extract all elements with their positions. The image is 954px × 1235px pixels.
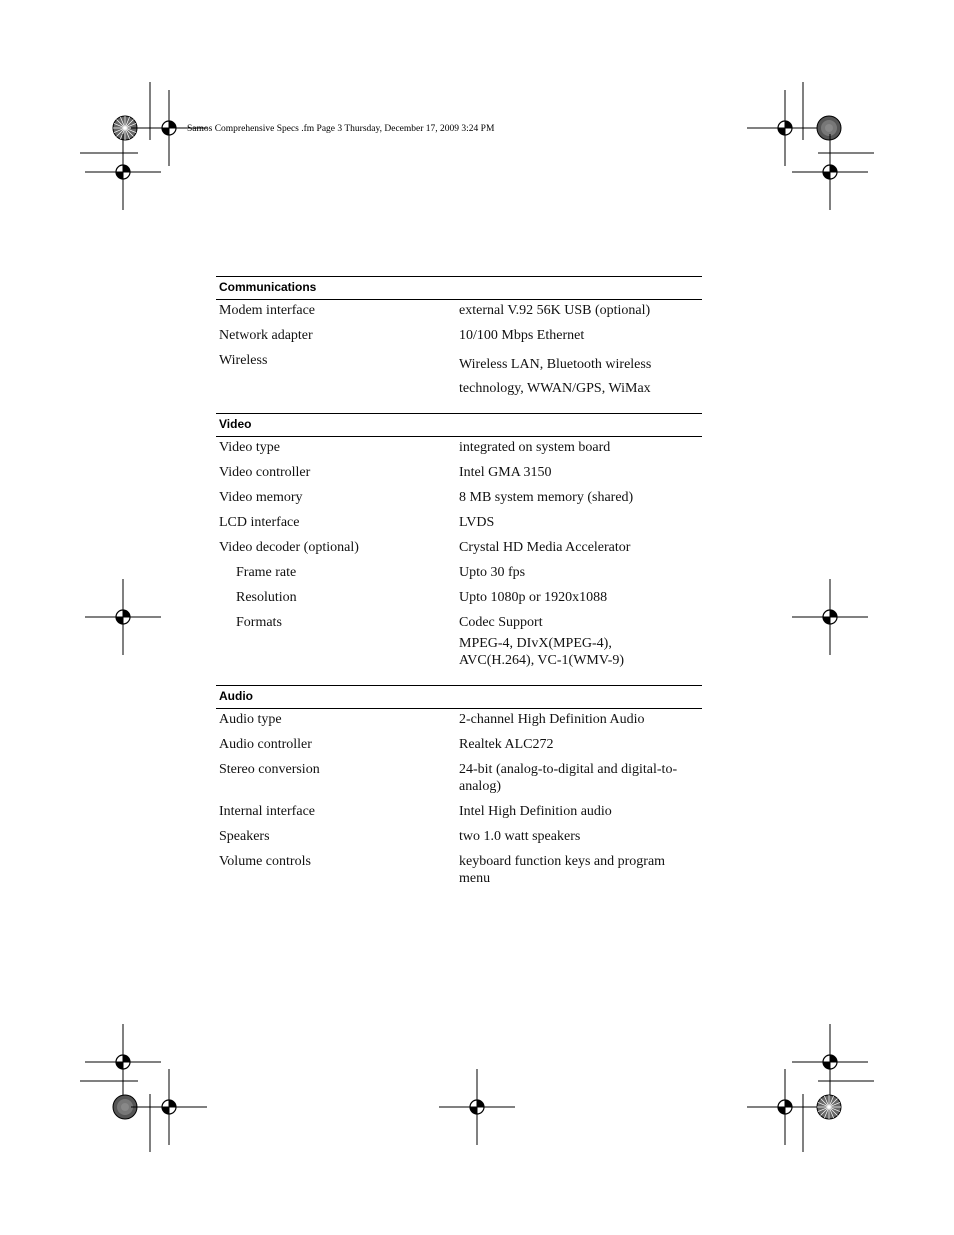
spec-value: two 1.0 watt speakers	[459, 829, 581, 844]
spec-row	[216, 761, 702, 795]
spec-value: Realtek ALC272	[459, 737, 554, 752]
spec-value-line: AVC(H.264), VC-1(WMV-9)	[459, 653, 625, 668]
spec-value-line: menu	[459, 871, 491, 886]
spec-label: Video decoder (optional)	[219, 540, 359, 555]
spec-row	[216, 302, 702, 319]
spec-value: Upto 30 fps	[459, 565, 526, 580]
spec-value-line: analog)	[459, 779, 501, 794]
spec-row	[216, 514, 702, 531]
spec-row	[216, 711, 702, 728]
spec-label: Modem interface	[219, 303, 316, 318]
spec-value	[459, 761, 702, 795]
spec-row	[216, 489, 702, 506]
spec-value-line: Wireless LAN, Bluetooth wireless	[459, 357, 652, 372]
spec-label: Video controller	[219, 465, 311, 480]
spec-value: integrated on system board	[459, 440, 611, 455]
section-video	[216, 413, 702, 669]
spec-label: Resolution	[236, 590, 297, 605]
spec-value: 2-channel High Definition Audio	[459, 712, 645, 727]
spec-label: Speakers	[219, 829, 270, 844]
section-communications	[216, 276, 702, 397]
spec-label: Frame rate	[236, 565, 297, 580]
print-slug-header: Samos Comprehensive Specs .fm Page 3 Thursday, December 17, 2009 3:24 PM	[187, 124, 495, 134]
spec-row	[216, 464, 702, 481]
spec-row	[216, 614, 702, 669]
spec-row	[216, 327, 702, 344]
spec-value: 8 MB system memory (shared)	[459, 490, 634, 505]
spec-label: Video memory	[219, 490, 303, 505]
spec-value-line: Codec Support	[459, 615, 543, 630]
spec-row	[216, 564, 702, 581]
spec-value: external V.92 56K USB (optional)	[459, 303, 651, 318]
spec-row	[216, 736, 702, 753]
spec-label: LCD interface	[219, 515, 300, 530]
spec-label: Internal interface	[219, 804, 315, 819]
spec-value-line: keyboard function keys and program	[459, 854, 666, 869]
spec-row	[216, 803, 702, 820]
section-title: Audio	[216, 685, 702, 709]
spec-row	[216, 589, 702, 606]
spec-value-line: technology, WWAN/GPS, WiMax	[459, 381, 651, 396]
section-title: Communications	[216, 276, 702, 300]
spec-label: Stereo conversion	[219, 762, 320, 777]
spec-value: 10/100 Mbps Ethernet	[459, 328, 585, 343]
spec-value-line: MPEG-4, DIvX(MPEG-4),	[459, 636, 612, 651]
spec-row	[216, 853, 702, 887]
spec-row	[216, 439, 702, 456]
spec-label: Video type	[219, 440, 280, 455]
spec-value	[459, 614, 702, 669]
spec-value: LVDS	[459, 515, 495, 530]
spec-table	[216, 276, 702, 903]
spec-row	[216, 828, 702, 845]
spec-value: Intel High Definition audio	[459, 804, 612, 819]
spec-value	[459, 352, 702, 397]
spec-row	[216, 352, 702, 397]
spec-value: Upto 1080p or 1920x1088	[459, 590, 608, 605]
spec-label: Wireless	[219, 353, 268, 368]
spec-label: Volume controls	[219, 854, 311, 869]
spec-label: Audio type	[219, 712, 282, 727]
spec-label: Formats	[236, 615, 282, 630]
spec-value: Intel GMA 3150	[459, 465, 552, 480]
section-audio	[216, 685, 702, 887]
spec-value: Crystal HD Media Accelerator	[459, 540, 631, 555]
spec-row	[216, 539, 702, 556]
spec-value-line: 24-bit (analog-to-digital and digital-to-	[459, 762, 678, 777]
spec-value	[459, 853, 702, 887]
section-title: Video	[216, 413, 702, 437]
spec-label: Network adapter	[219, 328, 313, 343]
spec-label: Audio controller	[219, 737, 312, 752]
